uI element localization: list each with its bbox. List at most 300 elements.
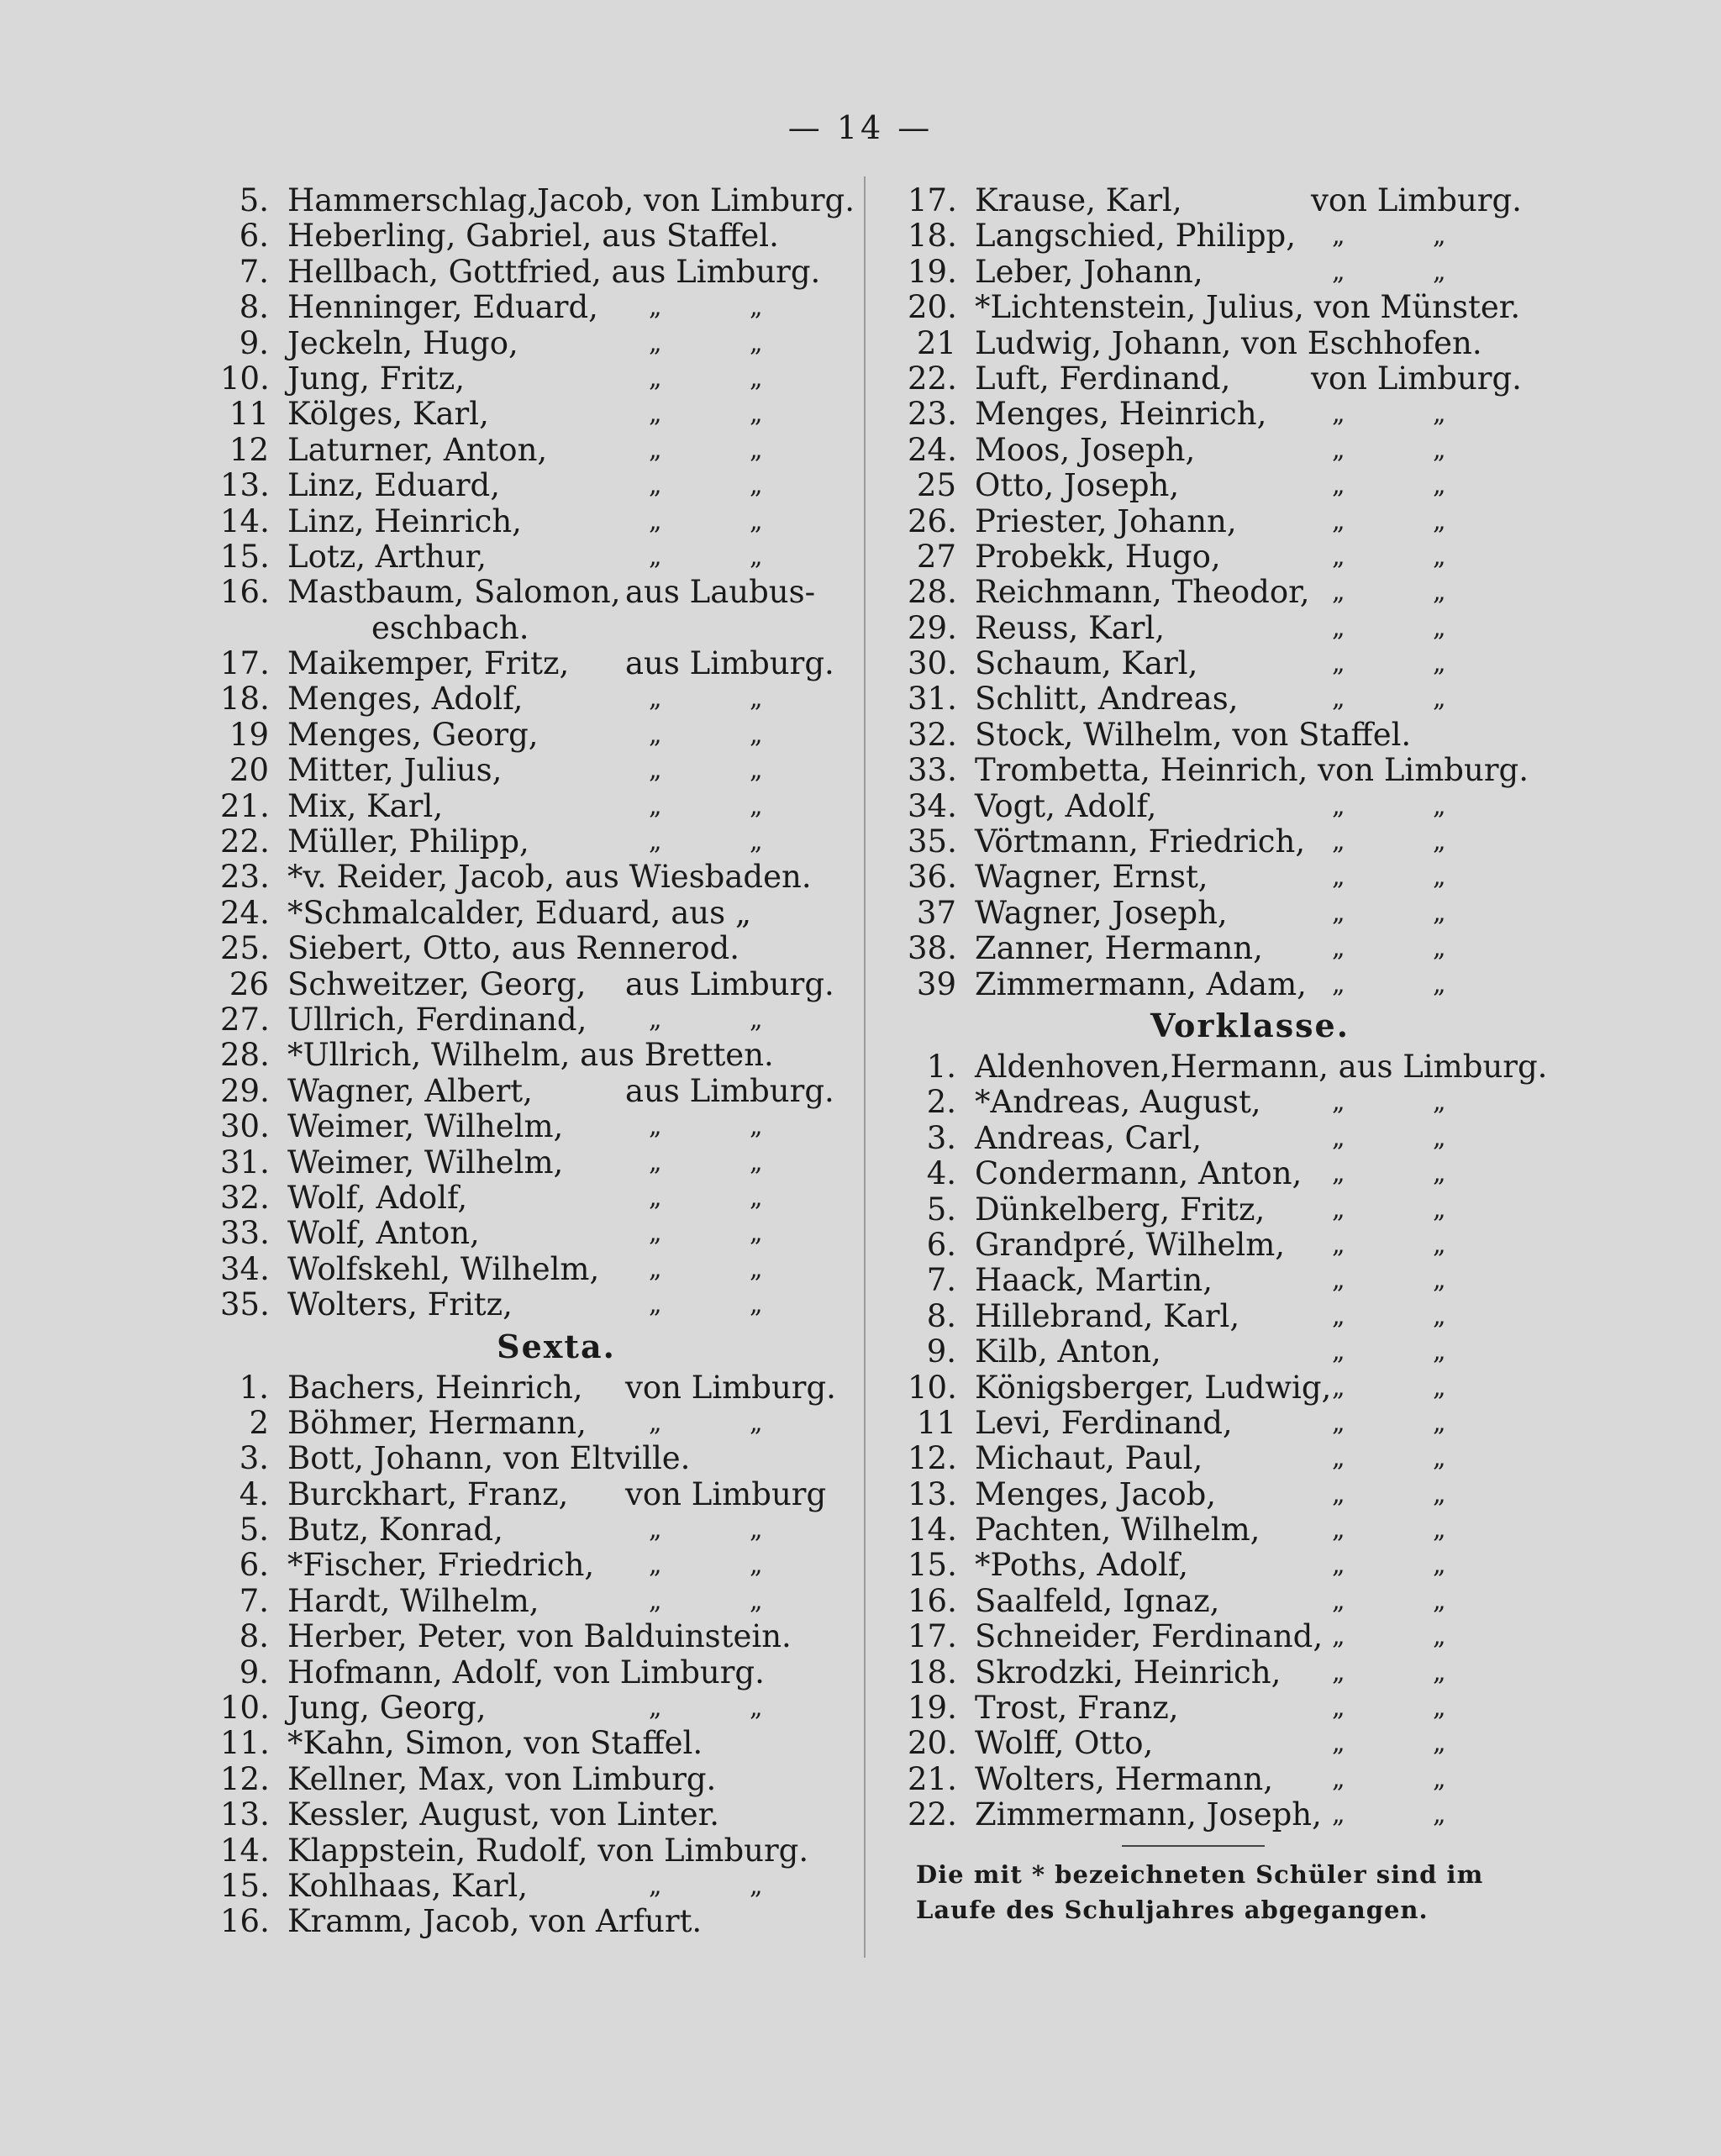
entry-number: 2.	[926, 1084, 956, 1121]
ditto-mark: „	[750, 755, 763, 786]
ditto-mark: „	[1332, 1550, 1345, 1580]
entry-number: 13.	[908, 1475, 957, 1512]
entry-name: Maikemper, Fritz,	[287, 645, 570, 682]
entry-name: Trost, Franz,	[975, 1690, 1179, 1727]
ditto-mark: „	[750, 1693, 763, 1723]
ditto-mark: „	[750, 1004, 763, 1034]
entry-number: 4.	[926, 1155, 956, 1192]
entry-name: Wolters, Fritz,	[287, 1286, 513, 1323]
ditto-mark: „	[649, 434, 662, 465]
list-item	[908, 255, 1534, 290]
ditto-mark: „	[1433, 1550, 1446, 1580]
entry-name: Pachten, Wilhelm,	[975, 1512, 1260, 1549]
list-item	[220, 504, 842, 539]
entry-name: Bachers, Heinrich,	[287, 1369, 583, 1406]
list-item	[220, 1441, 842, 1476]
entry-name: Laturner, Anton,	[287, 431, 548, 468]
ditto-mark: „	[1332, 862, 1345, 892]
list-item	[908, 1334, 1534, 1370]
entry-name: Hammerschlag,Jacob, von Limburg.	[287, 182, 855, 218]
ditto-mark: „	[1332, 434, 1345, 465]
entry-name: Schaum, Karl,	[975, 645, 1198, 682]
ditto-mark: „	[1433, 541, 1446, 571]
ditto-mark: „	[1433, 221, 1446, 251]
entry-name: Herber, Peter, von Balduinstein.	[287, 1618, 792, 1655]
entry-name: Probekk, Hugo,	[975, 538, 1221, 575]
ditto-mark: „	[750, 363, 763, 393]
entry-number: 28.	[220, 1037, 270, 1074]
entry-name: Klappstein, Rudolf, von Limburg.	[287, 1832, 809, 1869]
student-list-vorklasse	[908, 1048, 1548, 1833]
entry-number: 9.	[926, 1333, 956, 1370]
entry-number: 1.	[239, 1369, 269, 1406]
entry-name: *Kahn, Simon, von Staffel.	[287, 1725, 703, 1762]
entry-name: Kohlhaas, Karl,	[287, 1867, 529, 1904]
entry-name: *v. Reider, Jacob, aus Wiesbaden.	[287, 859, 812, 896]
list-item	[908, 967, 1534, 1002]
entry-name: Dünkelberg, Fritz,	[975, 1191, 1266, 1228]
entry-number: 19.	[908, 253, 957, 290]
entry-number: 4.	[239, 1475, 269, 1512]
list-item	[220, 1833, 842, 1869]
ditto-mark: „	[1433, 577, 1446, 607]
entry-name: Wolfskehl, Wilhelm,	[287, 1250, 600, 1287]
list-item	[908, 575, 1534, 610]
ditto-mark: „	[1433, 1800, 1446, 1830]
ditto-mark: „	[649, 755, 662, 786]
entry-number: 30.	[220, 1108, 270, 1145]
list-item	[908, 183, 1534, 218]
ditto-mark: „	[649, 791, 662, 821]
entry-number: 28.	[908, 574, 957, 611]
ditto-mark: „	[750, 1218, 763, 1249]
ditto-mark: „	[1332, 1693, 1345, 1723]
student-list-left	[220, 182, 855, 1323]
list-item	[908, 361, 1534, 397]
ditto-mark: „	[1332, 1515, 1345, 1545]
entry-name: Ullrich, Ferdinand,	[287, 1001, 587, 1038]
footnote-line-2: Laufe des Schuljahres abgegangen.	[916, 1895, 1429, 1924]
list-item	[220, 255, 842, 290]
list-item	[220, 931, 842, 966]
ditto-mark: „	[1433, 1301, 1446, 1331]
list-item	[220, 824, 842, 860]
entry-number: 25	[916, 467, 956, 504]
ditto-mark: „	[649, 1147, 662, 1177]
list-item	[220, 1762, 842, 1797]
entry-name: Jung, Georg,	[287, 1690, 487, 1727]
entry-name: *Fischer, Friedrich,	[287, 1547, 595, 1584]
entry-name: *Schmalcalder, Eduard, aus „	[287, 894, 752, 931]
entry-name: Wolf, Anton,	[287, 1215, 480, 1252]
list-item	[908, 611, 1534, 646]
entry-name: Wagner, Albert,	[287, 1072, 533, 1109]
entry-name: Butz, Konrad,	[287, 1512, 503, 1549]
list-item	[908, 218, 1534, 254]
entry-number: 16.	[220, 1903, 270, 1940]
ditto-mark: „	[1433, 897, 1446, 928]
list-item	[220, 896, 842, 931]
entry-number: 8.	[239, 289, 269, 326]
entry-number: 13.	[220, 1796, 270, 1833]
ditto-mark: „	[1332, 791, 1345, 821]
entry-number: 20.	[908, 289, 957, 326]
ditto-mark: „	[649, 1182, 662, 1212]
ditto-mark: „	[649, 399, 662, 429]
list-item	[908, 1512, 1534, 1548]
list-item	[908, 468, 1534, 503]
entry-number: 17.	[908, 182, 957, 218]
ditto-mark: „	[649, 328, 662, 358]
ditto-mark: „	[649, 1112, 662, 1142]
entry-place: aus Limburg.	[625, 965, 834, 1002]
entry-number: 10.	[908, 1369, 957, 1406]
entry-number: 34.	[220, 1250, 270, 1287]
list-item	[220, 1904, 842, 1939]
ditto-mark: „	[750, 1407, 763, 1438]
list-item	[220, 789, 842, 824]
entry-name: *Ullrich, Wilhelm, aus Bretten.	[287, 1037, 774, 1074]
entry-name: Menges, Heinrich,	[975, 396, 1267, 433]
list-item	[908, 1691, 1534, 1726]
list-item	[220, 1655, 842, 1691]
list-item	[908, 1762, 1534, 1797]
entry-name: Burckhart, Franz,	[287, 1475, 569, 1512]
entry-name: Kilb, Anton,	[975, 1333, 1161, 1370]
entry-name: Königsberger, Ludwig,	[975, 1369, 1332, 1406]
list-item	[220, 1726, 842, 1761]
entry-number: 14.	[220, 502, 270, 539]
entry-number: 16.	[908, 1582, 957, 1619]
list-item	[220, 1869, 842, 1904]
entry-name: Otto, Joseph,	[975, 467, 1180, 504]
right-column	[908, 182, 1548, 1927]
list-item	[908, 1477, 1534, 1512]
entry-number: 15.	[220, 538, 270, 575]
ditto-mark: „	[1433, 1265, 1446, 1296]
ditto-mark: „	[1433, 1693, 1446, 1723]
list-item	[220, 1512, 842, 1548]
entry-name: Trombetta, Heinrich, von Limburg.	[975, 752, 1529, 789]
entry-place: von Limburg	[625, 1475, 827, 1512]
ditto-mark: „	[750, 506, 763, 536]
entry-number: 14.	[908, 1512, 957, 1549]
entry-number: 32.	[220, 1179, 270, 1216]
ditto-mark: „	[1433, 1372, 1446, 1402]
entry-number: 22.	[908, 1796, 957, 1833]
section-heading-sexta: Sexta.	[497, 1327, 616, 1365]
entry-name: Condermann, Anton,	[975, 1155, 1303, 1192]
list-item	[908, 718, 1534, 753]
list-item	[908, 1156, 1534, 1191]
entry-number: 20	[229, 752, 269, 789]
entry-place: von Limburg.	[1311, 360, 1522, 397]
entry-number: 32.	[908, 716, 957, 753]
entry-number: 8.	[239, 1618, 269, 1655]
student-list-sexta	[220, 1370, 842, 1940]
ditto-mark: „	[1433, 1622, 1446, 1652]
entry-name: *Lichtenstein, Julius, von Münster.	[975, 289, 1521, 326]
entry-number: 31.	[908, 681, 957, 718]
entry-name: Zimmermann, Joseph,	[975, 1796, 1322, 1833]
entry-number: 31.	[220, 1144, 270, 1181]
entry-number: 27	[916, 538, 956, 575]
list-item	[908, 646, 1534, 681]
section-heading-vorklasse: Vorklasse.	[1150, 1006, 1350, 1044]
ditto-mark: „	[649, 1550, 662, 1580]
ditto-mark: „	[1332, 933, 1345, 964]
entry-number: 16.	[220, 574, 270, 611]
list-item	[908, 1619, 1534, 1654]
entry-name: Menges, Jacob,	[975, 1475, 1217, 1512]
entry-name: Weimer, Wilhelm,	[287, 1108, 564, 1145]
entry-name: Luft, Ferdinand,	[975, 360, 1231, 397]
entry-name: Kölges, Karl,	[287, 396, 489, 433]
entry-number: 12.	[908, 1440, 957, 1477]
ditto-mark: „	[1433, 471, 1446, 501]
list-item	[220, 1691, 842, 1726]
ditto-mark: „	[750, 1290, 763, 1320]
entry-number: 10.	[220, 1690, 270, 1727]
entry-number: 9.	[239, 324, 269, 361]
ditto-mark: „	[1332, 1194, 1345, 1224]
student-list-right	[908, 183, 1534, 1002]
entry-number: 12	[229, 431, 269, 468]
entry-number: 36.	[908, 859, 957, 896]
ditto-mark: „	[1332, 897, 1345, 928]
entry-name: Langschied, Philipp,	[975, 218, 1296, 255]
entry-number: 5.	[239, 1512, 269, 1549]
entry-name: Levi, Ferdinand,	[975, 1404, 1233, 1441]
ditto-mark: „	[1433, 256, 1446, 287]
entry-name: Bott, Johann, von Eltville.	[287, 1440, 691, 1477]
ditto-mark: „	[750, 471, 763, 501]
entry-name: Vogt, Adolf,	[975, 787, 1157, 824]
entry-number: 17.	[220, 645, 270, 682]
entry-number: 29.	[220, 1072, 270, 1109]
ditto-mark: „	[1433, 862, 1446, 892]
entry-name: Schneider, Ferdinand,	[975, 1618, 1324, 1655]
ditto-mark: „	[1332, 1800, 1345, 1830]
ditto-mark: „	[750, 827, 763, 857]
ditto-mark: „	[1433, 1764, 1446, 1794]
entry-number: 35.	[908, 823, 957, 860]
ditto-mark: „	[1332, 1159, 1345, 1189]
entry-name: eschbach.	[371, 609, 529, 646]
ditto-mark: „	[1332, 1229, 1345, 1259]
entry-name: Reichmann, Theodor,	[975, 574, 1310, 611]
entry-number: 19.	[908, 1690, 957, 1727]
ditto-mark: „	[1332, 827, 1345, 857]
entry-number: 11	[229, 396, 269, 433]
list-item	[908, 753, 1534, 788]
list-item	[220, 433, 842, 468]
ditto-mark: „	[1433, 1515, 1446, 1545]
entry-name: Hillebrand, Karl,	[975, 1297, 1240, 1334]
page-number: — 14 —	[787, 109, 934, 146]
entry-number: 10.	[220, 360, 270, 397]
ditto-mark: „	[649, 1693, 662, 1723]
entry-number: 6.	[239, 1547, 269, 1584]
list-item	[908, 1121, 1534, 1156]
ditto-mark: „	[1332, 1265, 1345, 1296]
list-item	[908, 681, 1534, 717]
entry-number: 5.	[926, 1191, 956, 1228]
entry-number: 18.	[908, 1654, 957, 1691]
ditto-mark: „	[1433, 1443, 1446, 1474]
entry-number: 22.	[908, 360, 957, 397]
entry-name: Zimmermann, Adam,	[975, 965, 1307, 1002]
ditto-mark: „	[1433, 399, 1446, 429]
column-divider	[864, 176, 866, 1958]
entry-number: 18.	[908, 218, 957, 255]
entry-name: Schweitzer, Georg,	[287, 965, 587, 1002]
entry-number: 33.	[220, 1215, 270, 1252]
list-item	[220, 182, 855, 218]
ditto-mark: „	[649, 827, 662, 857]
entry-name: Lotz, Arthur,	[287, 538, 487, 575]
ditto-mark: „	[1332, 1301, 1345, 1331]
ditto-mark: „	[750, 791, 763, 821]
list-item	[908, 504, 1534, 539]
list-item	[908, 1085, 1534, 1120]
list-item	[220, 611, 842, 646]
entry-name: Andreas, Carl,	[975, 1119, 1203, 1156]
footnote-rule	[1122, 1845, 1265, 1847]
list-item	[220, 1216, 842, 1251]
list-item	[220, 1584, 842, 1619]
ditto-mark: „	[1433, 1159, 1446, 1189]
entry-name: Leber, Johann,	[975, 253, 1203, 290]
entry-number: 9.	[239, 1654, 269, 1691]
entry-number: 26.	[908, 502, 957, 539]
entry-name: Haack, Martin,	[975, 1262, 1213, 1299]
entry-number: 14.	[220, 1832, 270, 1869]
entry-number: 7.	[239, 253, 269, 290]
ditto-mark: „	[1433, 1728, 1446, 1759]
entry-name: Wagner, Ernst,	[975, 859, 1208, 896]
list-item	[220, 1038, 842, 1073]
ditto-mark: „	[1433, 1585, 1446, 1616]
entry-number: 34.	[908, 787, 957, 824]
ditto-mark: „	[1332, 221, 1345, 251]
ditto-mark: „	[1433, 434, 1446, 465]
entry-number: 15.	[220, 1867, 270, 1904]
ditto-mark: „	[1433, 791, 1446, 821]
entry-name: Henninger, Eduard,	[287, 289, 598, 326]
ditto-mark: „	[649, 1407, 662, 1438]
entry-name: Stock, Wilhelm, von Staffel.	[975, 716, 1412, 753]
list-item	[908, 1548, 1534, 1583]
entry-name: Menges, Adolf,	[287, 681, 524, 718]
entry-name: *Andreas, August,	[975, 1084, 1261, 1121]
ditto-mark: „	[750, 1182, 763, 1212]
ditto-mark: „	[1433, 684, 1446, 714]
entry-number: 23.	[220, 859, 270, 896]
entry-number: 22.	[220, 823, 270, 860]
entry-name: Böhmer, Hermann,	[287, 1404, 587, 1441]
entry-name: Kramm, Jacob, von Arfurt.	[287, 1903, 703, 1940]
ditto-mark: „	[1332, 684, 1345, 714]
list-item	[220, 1406, 842, 1441]
ditto-mark: „	[1433, 1087, 1446, 1117]
ditto-mark: „	[1433, 1479, 1446, 1509]
entry-name: Mastbaum, Salomon,	[287, 574, 621, 611]
ditto-mark: „	[1332, 1764, 1345, 1794]
ditto-mark: „	[1433, 933, 1446, 964]
entry-name: Weimer, Wilhelm,	[287, 1144, 564, 1181]
list-item	[220, 860, 842, 895]
entry-number: 6.	[926, 1226, 956, 1263]
entry-number: 8.	[926, 1297, 956, 1334]
entry-number: 12.	[220, 1760, 270, 1797]
list-item	[908, 1655, 1534, 1691]
ditto-mark: „	[649, 1585, 662, 1616]
entry-place: von Limburg.	[1311, 182, 1522, 218]
ditto-mark: „	[1433, 1337, 1446, 1367]
entry-number: 29.	[908, 609, 957, 646]
entry-place: aus Limburg.	[625, 645, 834, 682]
entry-name: Müller, Philipp,	[287, 823, 529, 860]
entry-number: 1.	[926, 1048, 956, 1085]
list-item	[220, 468, 842, 503]
entry-number: 15.	[908, 1547, 957, 1584]
ditto-mark: „	[649, 541, 662, 571]
list-item	[908, 326, 1534, 361]
list-item	[908, 539, 1534, 575]
entry-number: 26	[229, 965, 269, 1002]
footnote-line-1: Die mit * bezeichneten Schüler sind im	[916, 1859, 1484, 1889]
entry-name: Ludwig, Johann, von Eschhofen.	[975, 324, 1482, 361]
entry-number: 25.	[220, 930, 270, 967]
list-item	[908, 1584, 1534, 1619]
entry-name: Jeckeln, Hugo,	[287, 324, 518, 361]
ditto-mark: „	[649, 506, 662, 536]
entry-number: 38.	[908, 930, 957, 967]
list-item	[908, 1048, 1548, 1085]
ditto-mark: „	[1332, 577, 1345, 607]
list-item	[908, 1370, 1534, 1406]
list-item	[220, 1002, 842, 1038]
entry-number: 37	[916, 894, 956, 931]
ditto-mark: „	[1332, 506, 1345, 536]
ditto-mark: „	[1332, 1585, 1345, 1616]
list-item	[220, 361, 842, 397]
ditto-mark: „	[750, 1550, 763, 1580]
entry-name: Wagner, Joseph,	[975, 894, 1228, 931]
ditto-mark: „	[750, 684, 763, 714]
list-item	[908, 1228, 1534, 1263]
entry-number: 24.	[220, 894, 270, 931]
entry-name: Krause, Karl,	[975, 182, 1182, 218]
entry-place: von Limburg.	[625, 1369, 836, 1406]
list-item	[220, 1797, 842, 1833]
entry-name: Linz, Eduard,	[287, 467, 500, 504]
ditto-mark: „	[649, 292, 662, 323]
list-item	[220, 1477, 842, 1512]
ditto-mark: „	[750, 541, 763, 571]
ditto-mark: „	[1332, 1479, 1345, 1509]
entry-number: 33.	[908, 752, 957, 789]
ditto-mark: „	[649, 1515, 662, 1545]
ditto-mark: „	[750, 399, 763, 429]
ditto-mark: „	[750, 1254, 763, 1284]
entry-number: 39	[916, 965, 956, 1002]
ditto-mark: „	[1332, 1337, 1345, 1367]
list-item	[908, 290, 1534, 325]
list-item	[908, 789, 1534, 824]
ditto-mark: „	[1332, 613, 1345, 643]
